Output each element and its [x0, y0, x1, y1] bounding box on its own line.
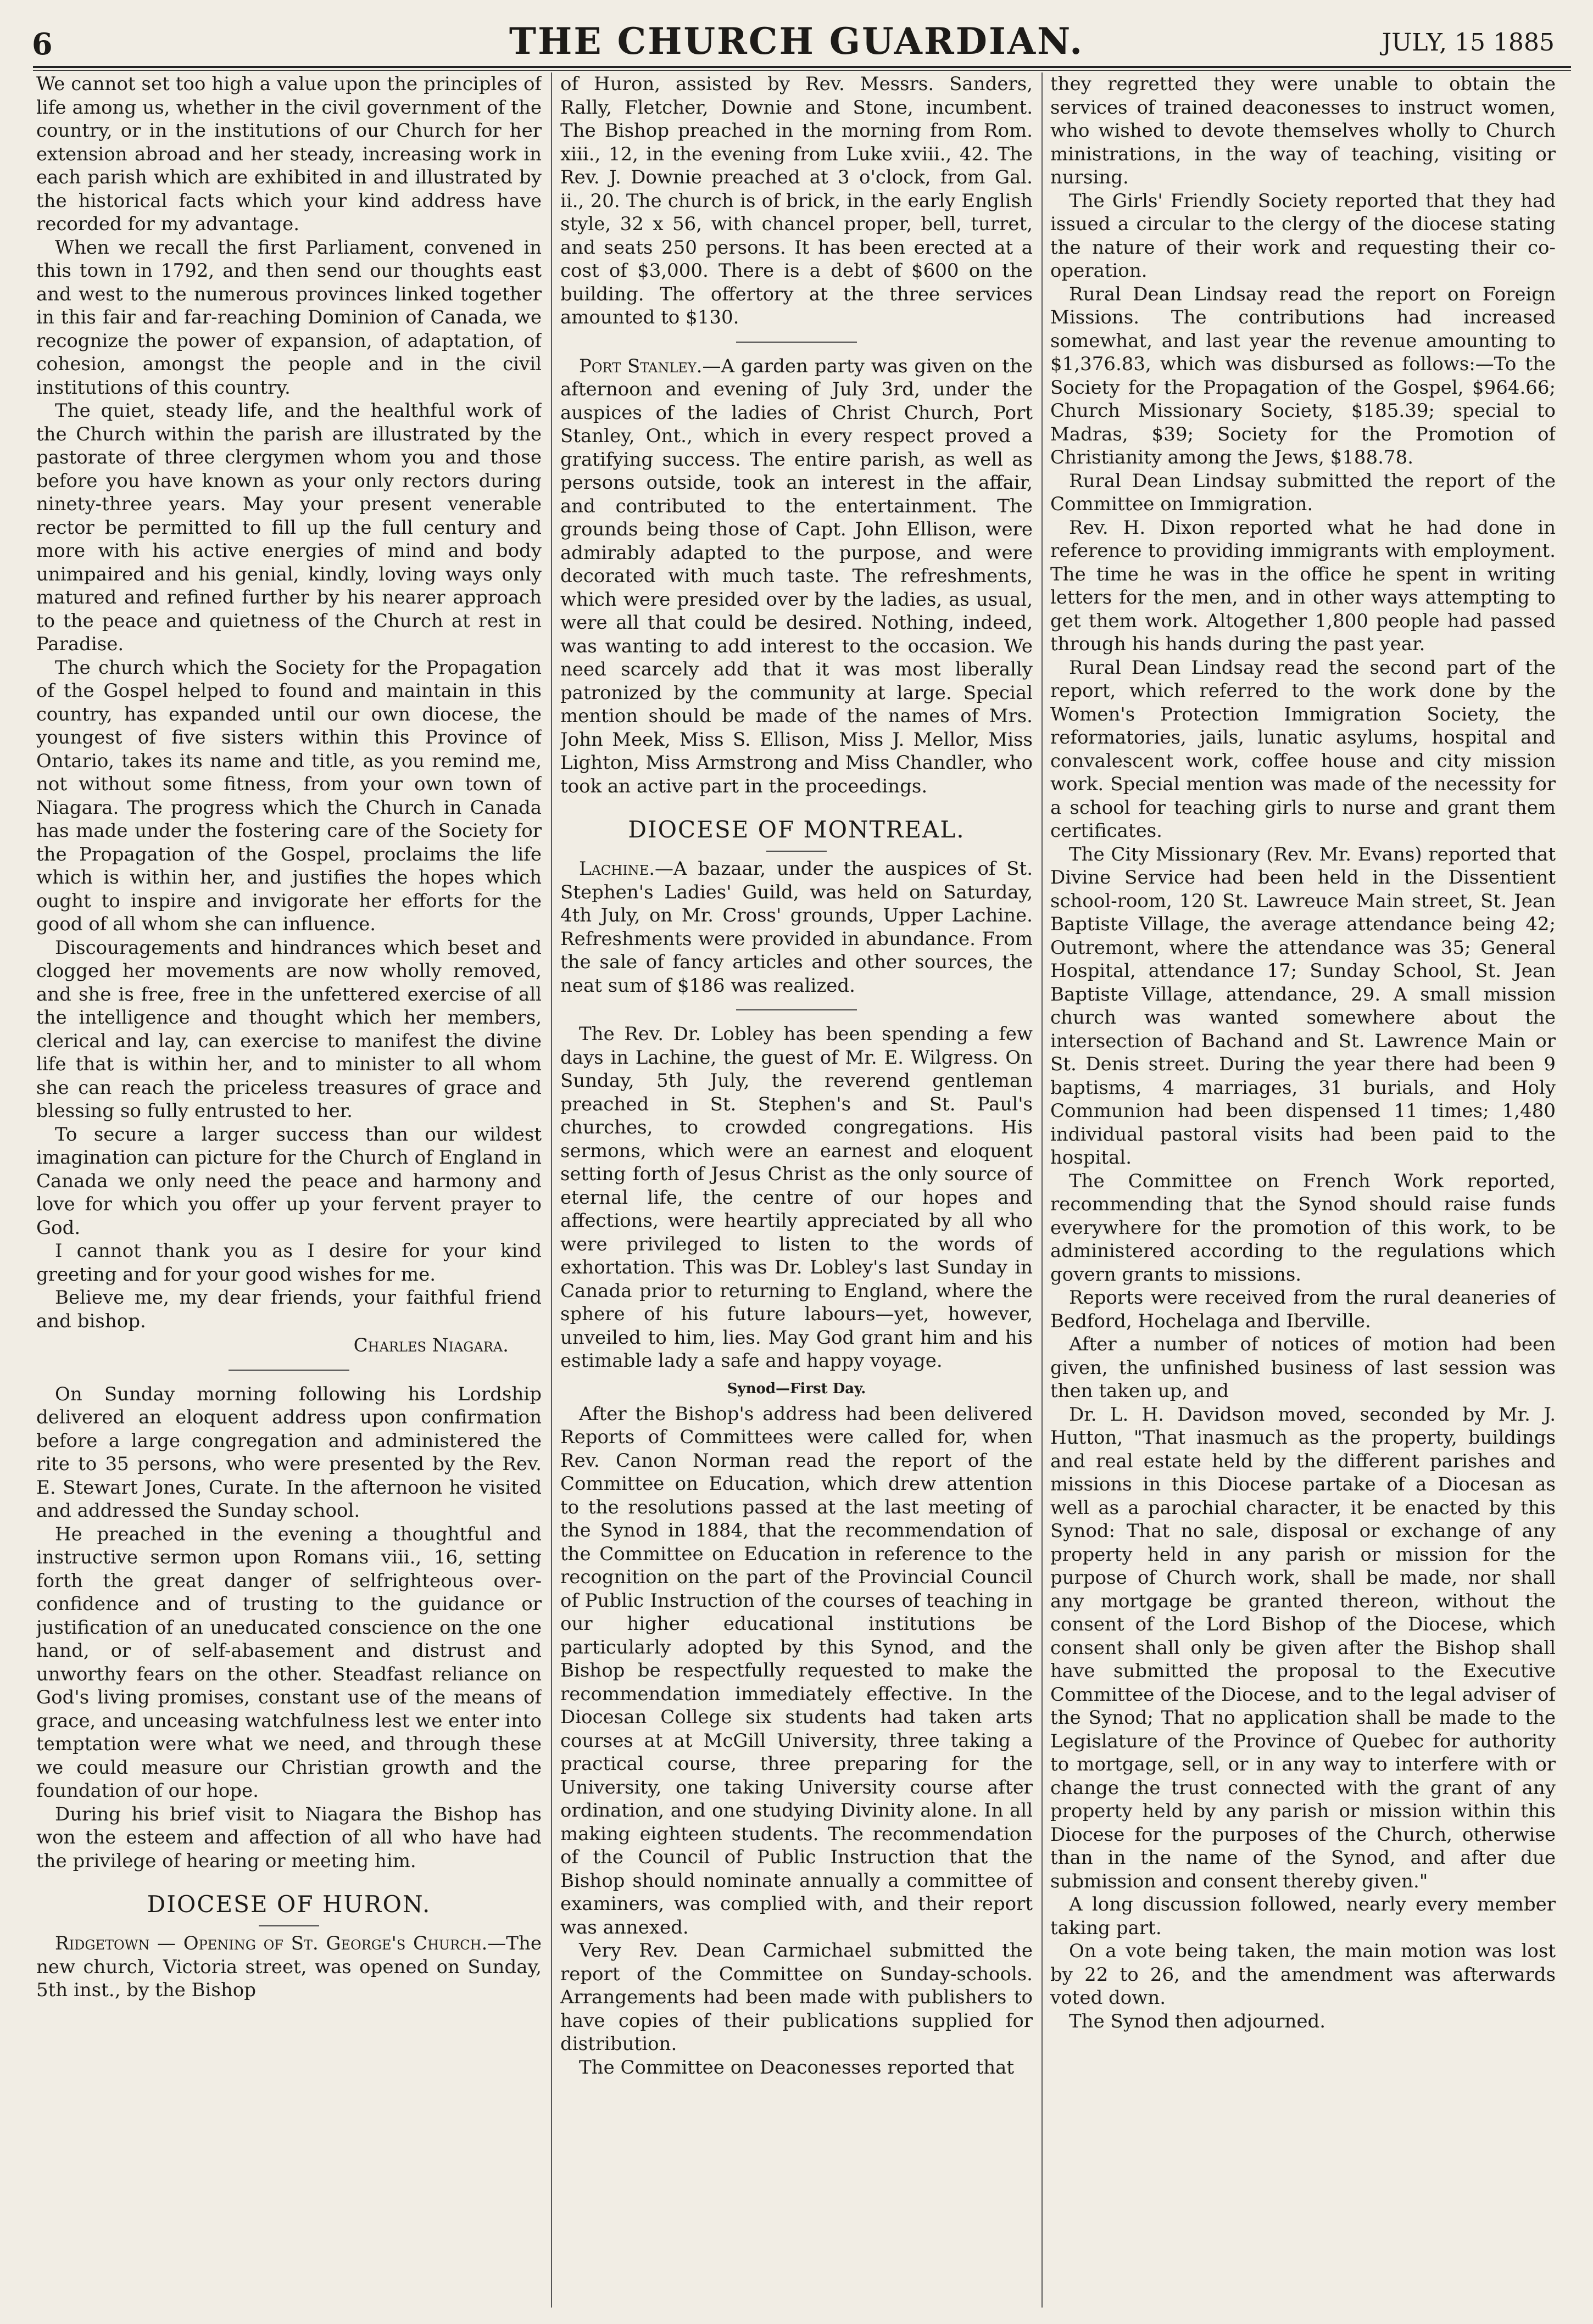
section-rule [736, 1009, 857, 1010]
paragraph: On Sunday morning following his Lordship delivered an eloquent address upon confirmation before a large congregation and administered the rite to 35 persons, who were presented by the Rev. E. Stewart Jones, Curate. In the afternoon he visited and addressed the Sunday school. [36, 1383, 542, 1522]
page-number: 6 [32, 26, 53, 62]
paragraph-lachine [560, 857, 1033, 997]
paragraph-lead: Port Stanley. [579, 355, 703, 377]
paragraph: When we recall the first Parliament, convened in this town in 1792, and then send our thoughts east and west to the numerous provinces linked together in this fair and far-reaching Dominion of Canada, we recognize the power of expansion, of adaptation, of cohesion, amongst the people and in the civil institutions of this country. [36, 236, 542, 399]
paragraph: The quiet, steady life, and the healthful work of the Church within the parish are illustrated by the pastorate of three clergymen whom you and those before you have known as your only rectors during ninety-three years. May your present venerable rector be permitted to fill up the full century and more with his active energies of mind and body unimpaired and his genial, kindly, loving ways only matured and refined further by his nearer approach to the peace and quietness of the Church at rest in Paradise. [36, 400, 542, 655]
paragraph: The church which the Society for the Propagation of the Gospel helped to found and maintain in this country, has expanded until our own diocese, the youngest of five sisters within this Province of Ontario, takes its name and title, as you remind me, not without some fitness, from your own town of Niagara. The progress which the Church in Canada has made under the fostering care of the Society for the Propagation of the Gospel, proclaims the life which is within her, and justifies the hopes which ought to inspire and invigorate her efforts for the good of all whom she can influence. [36, 656, 542, 935]
paragraph-body: —A garden party was given on the afternoon and evening of July 3rd, under the auspices of the ladies of Christ Church, Port Stanley, Ont., which in every respect proved a gratifying success. The entire parish, as well as persons outside, took an interest in the affair, and contributed to the entertainment. The grounds being those of Capt. John Ellison, were admirably adapted to the purpose, and were decorated with much taste. The refreshments, which were presided over by the ladies, as usual, were all that could be desired. Nothing, indeed, was wanting to add interest to the occasion. We need scarcely add that it was most liberally patronized by the community at large. Special mention should be made of the names of Mrs. John Meek, Miss S. Ellison, Miss J. Mellor, Miss Lighton, Miss Armstrong and Miss Chandler, who took an active part in the proceedings. [560, 355, 1033, 797]
subheading-synod: Synod—First Day. [727, 1380, 866, 1397]
paragraph: The Girls' Friendly Society reported that they had issued a circular to the clergy of the diocese stating the nature of their work and requesting their co-operation. [1050, 189, 1556, 282]
paragraph: Believe me, my dear friends, your faithful friend and bishop. [36, 1287, 542, 1332]
column-divider [1041, 72, 1043, 2308]
paragraph: Very Rev. Dean Carmichael submitted the report of the Committee on Sunday-schools. Arrangements had been made with publishers to have copies of their publications supplied for distribution. [560, 1940, 1033, 2055]
section-heading-huron: DIOCESE OF HURON. [147, 1891, 431, 1918]
paragraph-lead: Lachine. [579, 858, 655, 880]
heading-rule [766, 851, 827, 852]
paragraph: We cannot set too high a value upon the principles of life among us, whether in the civil government of the country, or in the institutions of our Church for her extension abroad and her steady, increasing work in each parish which are exhibited in and illustrated by the historical facts which your kind address have recorded for my advantage. [36, 73, 542, 235]
heading-rule [259, 1925, 319, 1926]
paragraph: Rural Dean Lindsay read the report on Foreign Missions. The contributions had increased somewhat, and last year the revenue amounting to $1,376.83, which was disbursed as follows:—To the Society for the Propagation of the Gospel, $964.66; Church Missionary Society, $185.39; special to Madras, $39; Society for the Promotion of Christianity among the Jews, $188.78. [1050, 283, 1556, 468]
paragraph: He preached in the evening a thoughtful and instructive sermon upon Romans viii., 16, setting forth the great danger of selfrighteous over-confidence and of trusting to the guidance or justification of an uneducated conscience on the one hand, or of self-abasement and distrust and unworthy fears on the other. Steadfast reliance on God's living promises, constant use of the means of grace, and unceasing watchfulness lest we enter into temptation were what we need, and through these we could measure our Christian growth and the foundation of our hope. [36, 1523, 542, 1802]
header-rule [33, 66, 1571, 71]
paragraph: The City Missionary (Rev. Mr. Evans) reported that Divine Service had been held in the Dissentient school-room, 120 St. Lawreuce Main street, St. Jean Baptiste Village, the average attendance being 42; Outremont, where the attendance was 35; General Hospital, attendance 17; Sunday School, St. Jean Baptiste Village, attendance, 29. A small mission church was wanted somewhere about the intersection of Bachand and St. Lawrence Main or St. Denis street. During the year there had been 9 baptisms, 4 marriages, 31 burials, and Holy Communion had been dispensed 11 times; 1,480 individual pastoral visits had been paid to the hospital. [1050, 843, 1556, 1169]
paragraph: The Synod then adjourned. [1069, 2010, 1326, 2032]
paragraph-lead: Ridgetown — Opening of St. George's Church. [55, 1932, 488, 1954]
paragraph: On a vote being taken, the main motion was lost by 22 to 26, and the amendment was afterwards voted down. [1050, 1940, 1556, 2009]
paragraph: The Committee on Deaconesses reported that [579, 2056, 1015, 2079]
paragraph-ridgetown [36, 1932, 542, 2002]
column-left [36, 72, 542, 2297]
signature: Charles Niagara. [353, 1334, 509, 1356]
paragraph: they regretted they were unable to obtain the services of trained deaconesses to instruct women, who wished to devote themselves wholly to Church ministrations, in the way of teaching, visiting or nursing. [1050, 73, 1556, 188]
column-divider [551, 72, 552, 2308]
paragraph: During his brief visit to Niagara the Bishop has won the esteem and affection of all who have had the privilege of hearing or meeting him. [36, 1803, 542, 1872]
paragraph: Rev. H. Dixon reported what he had done in reference to providing immigrants with employment. The time he was in the office he spent in writing letters for the men, and in other ways attempting to get them work. Altogether 1,800 people had passed through his hands during the past year. [1050, 516, 1556, 655]
column-middle [560, 72, 1033, 2297]
section-rule [229, 1370, 349, 1371]
paragraph: I cannot thank you as I desire for your kind greeting and for your good wishes for me. [36, 1240, 542, 1286]
section-rule [736, 342, 857, 343]
paragraph: After a number of notices of motion had been given, the unfinished business of last session was then taken up, and [1050, 1333, 1556, 1402]
paragraph: Dr. L. H. Davidson moved, seconded by Mr. J. Hutton, "That inasmuch as the property, buildings and real estate held by the different parishes and missions in this Diocese partake of a Diocesan as well as a parochial character, it be enacted by this Synod: That no sale, disposal or exchange of any property held in any parish or mission for the purpose of Church work, shall be made, nor shall any mortgage be granted thereon, without the consent of the Lord Bishop of the Diocese, which consent shall only be given after the Bishop shall have submitted the proposal to the Executive Committee of the Diocese, and to the legal adviser of the Synod; That no application shall be made to the Legislature of the Province of Quebec for authority to mortgage, sell, or in any way to interfere with or change the trust connected with the grant of any property held by any parish or mission within this Diocese for the purposes of the Church, otherwise than in the name of the Synod, and after due submission and consent thereby given." [1050, 1403, 1556, 1892]
page-header [22, 11, 1571, 64]
masthead-title: THE CHURCH GUARDIAN. [509, 20, 1084, 63]
paragraph: of Huron, assisted by Rev. Messrs. Sanders, Rally, Fletcher, Downie and Stone, incumbent. The Bishop preached in the morning from Rom. xiii., 12, in the evening from Luke xviii., 42. The Rev. J. Downie preached at 3 o'clock, from Gal. ii., 20. The church is of brick, in the early English style, 32 x 56, with chancel proper, bell, turret, and seats 250 persons. It has been erected at a cost of $3,000. There is a debt of $600 on the building. The offertory at the three services amounted to $130. [560, 73, 1033, 328]
paragraph: Reports were received from the rural deaneries of Bedford, Hochelaga and Iberville. [1050, 1287, 1556, 1332]
paragraph: Discouragements and hindrances which beset and clogged her movements are now wholly removed, and she is free, free in the unfettered exercise of all the intelligence and thought which her members, clerical and lay, can exercise to manifest the divine life that is within her, and to minister to all whom she can reach the priceless treasures of grace and blessing so fully entrusted to her. [36, 936, 542, 1122]
paragraph-port-stanley [560, 355, 1033, 798]
section-heading-montreal: DIOCESE OF MONTREAL. [628, 816, 965, 843]
paragraph: After the Bishop's address had been delivered Reports of Committees were called for, when Rev. Canon Norman read the report of the Committee on Education, which drew attention to the resolutions passed at the last meeting of the Synod in 1884, that the recommendation of the Committee on Education in reference to the recognition on the part of the Provincial Council of Public Instruction of the courses of teaching in our higher educational institutions be particularly adopted by this Synod, and the Bishop be respectfully requested to make the recommendation immediately effective. In the Diocesan College six students had taken arts courses at at McGill University, three taking a practical course, three preparing for the University, one taking University course after ordination, and one studying Divinity alone. In all making eighteen students. The recommendation of the Council of Public Instruction that the Bishop should nominate annually a committee of examiners, was complied with, and their report was annexed. [560, 1403, 1033, 1938]
paragraph: Rural Dean Lindsay submitted the report of the Committee on Immigration. [1050, 470, 1556, 515]
paragraph: To secure a larger success than our wildest imagination can picture for the Church of England in Canada we only need the peace and harmony and love for which you offer up your fervent prayer to God. [36, 1123, 542, 1239]
paragraph-body: —The new church, Victoria street, was opened on Sunday, 5th inst., by the Bishop [36, 1932, 542, 2001]
paragraph: The Committee on French Work reported, recommending that the Synod should raise funds everywhere for the promotion of this work, to be administered according to the regulations which govern grants to missions. [1050, 1170, 1556, 1286]
paragraph: The Rev. Dr. Lobley has been spending a few days in Lachine, the guest of Mr. E. Wilgress. On Sunday, 5th July, the reverend gentleman preached in St. Stephen's and St. Paul's churches, to crowded congregations. His sermons, which were an earnest and eloquent setting forth of Jesus Christ as the only source of eternal life, the centre of our hopes and affections, were heartily appreciated by all who were privileged to listen to the words of exhortation. This was Dr. Lobley's last Sunday in Canada prior to returning to England, where the sphere of his future labours—yet, however, unveiled to him, lies. May God grant him and his estimable lady a safe and happy voyage. [560, 1023, 1033, 1372]
column-right [1050, 72, 1556, 2297]
issue-date: JULY, 15 1885 [1382, 29, 1555, 57]
paragraph-body: —A bazaar, under the auspices of St. Stephen's Ladies' Guild, was held on Saturday, 4th July, on Mr. Cross' grounds, Upper Lachine. Refreshments were provided in abundance. From the sale of fancy articles and other sources, the neat sum of $186 was realized. [560, 858, 1033, 997]
paragraph: Rural Dean Lindsay read the second part of the report, which referred to the work done by the Women's Protection Immigration Society, the reformatories, jails, lunatic asylums, hospital and convalescent work, coffee house and city mission work. Special mention was made of the necessity for a school for teaching girls to nurse and grant them certificates. [1050, 656, 1556, 842]
paragraph: A long discussion followed, nearly every member taking part. [1050, 1893, 1556, 1939]
